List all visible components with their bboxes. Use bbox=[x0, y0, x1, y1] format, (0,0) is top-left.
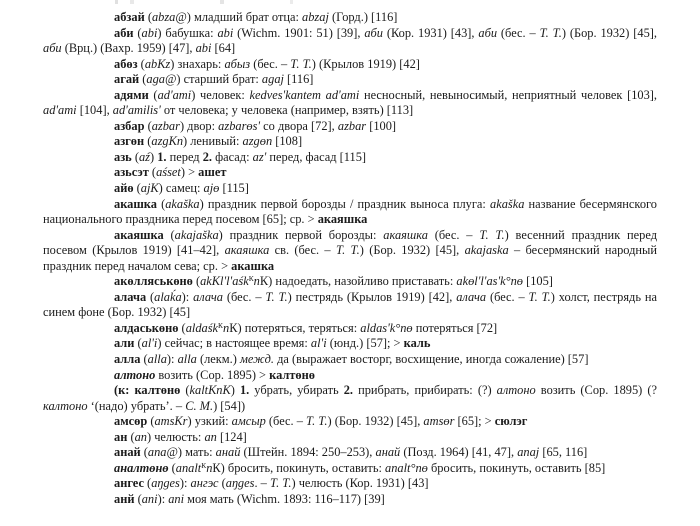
entry-text-run: ) челюсть (Кор. 1931) [43] bbox=[291, 476, 429, 491]
entry-text-run: [124] bbox=[216, 429, 247, 444]
entry-text-run: ) (Бор. 1932) [45], bbox=[561, 25, 658, 40]
entry-text-run: ): bbox=[181, 289, 194, 304]
entry-text-run: Т. Т. bbox=[269, 476, 292, 491]
entry-text-run: ) знахарь: bbox=[170, 56, 225, 71]
entry-text-run: abi bbox=[195, 41, 212, 56]
entry-text-run: ангэс bbox=[190, 476, 219, 491]
entry-text-run: ) челюсть: bbox=[146, 429, 205, 444]
entry-text-run: ) узкий: bbox=[187, 414, 232, 429]
entry-text-run: akaška bbox=[490, 196, 525, 211]
entry-text-run: azgКn bbox=[151, 134, 184, 149]
entry-text-run: абөз bbox=[114, 56, 138, 71]
entry-text-run: бросить, покинуть, оставить [85] bbox=[427, 460, 606, 475]
entry-text-run: ) bbox=[150, 149, 158, 164]
entry-text-run: ( bbox=[192, 274, 201, 289]
entry-text-run: 1. bbox=[157, 149, 167, 164]
entry-text-run: ( bbox=[144, 10, 152, 24]
entry-text-run: . – bbox=[254, 476, 270, 491]
entry-text-run: алла bbox=[114, 352, 141, 367]
entry-text-run: алача bbox=[193, 289, 223, 304]
entry-text-run: azbarөs' bbox=[218, 118, 261, 133]
entry-text-run: аби bbox=[43, 41, 62, 56]
entry-text-run: ) праздник первой борозды: bbox=[218, 227, 384, 242]
dictionary-entry bbox=[43, 492, 657, 508]
entry-text-run: айө bbox=[114, 181, 134, 196]
entry-text-run: алтоно bbox=[496, 383, 536, 398]
entry-text-run: перед, фасад [115] bbox=[266, 149, 367, 164]
entry-text-run: абзай bbox=[114, 10, 145, 24]
entry-text-run: alaḱa bbox=[154, 289, 182, 304]
entry-text-run: ) самец: bbox=[158, 181, 204, 196]
entry-text-run: со двора [72], bbox=[260, 118, 338, 133]
entry-text-run: abi bbox=[141, 25, 158, 40]
dictionary-entry bbox=[43, 10, 657, 26]
entry-text-run: n bbox=[253, 274, 260, 289]
entry-text-run: ( bbox=[133, 25, 142, 40]
entry-text-run: Т. Т. bbox=[290, 56, 312, 71]
entry-text-run: ( bbox=[137, 56, 145, 71]
entry-text-run: Т. Т. bbox=[539, 25, 562, 40]
entry-text-run: акашка bbox=[114, 196, 157, 211]
entry-text-run: ( bbox=[147, 414, 155, 429]
entry-text-run: ad'amilis' bbox=[112, 103, 161, 118]
dictionary-entry bbox=[43, 274, 657, 290]
entry-text-run: амсыр bbox=[231, 414, 266, 429]
entry-text-run: ad'ami bbox=[43, 103, 77, 118]
entry-text-run: [65, 116] bbox=[539, 445, 588, 460]
entry-text-run: прибрать, прибирать: (?) bbox=[353, 383, 497, 398]
entry-text-run: ( bbox=[178, 320, 186, 335]
entry-text-run: азьсэт bbox=[114, 165, 149, 180]
entry-text-run: al'i bbox=[141, 336, 158, 351]
entry-text-run: аби bbox=[364, 25, 383, 40]
entry-text-run: akajaška bbox=[174, 227, 219, 242]
entry-text-run: К) бросить, покинуть, оставить: bbox=[212, 460, 386, 475]
entry-text-run: акаяшка bbox=[383, 227, 428, 242]
entry-text-run: алача bbox=[114, 289, 147, 304]
entry-text-run: ( bbox=[133, 181, 141, 196]
entry-text-run: фасад: bbox=[212, 149, 253, 164]
entry-text-run: [105] bbox=[522, 274, 553, 289]
entry-text-run: от человека; у человека (например, взять) [113] bbox=[160, 103, 414, 118]
entry-text-run: ( bbox=[180, 383, 190, 398]
entry-text-run: возить (Сор. 1895) (? bbox=[535, 383, 657, 398]
dictionary-entry bbox=[43, 72, 657, 88]
entry-text-run: [104], bbox=[76, 103, 113, 118]
dictionary-entry bbox=[43, 26, 657, 57]
entry-text-run: abКz bbox=[144, 56, 171, 71]
entry-text-run: ajө bbox=[203, 181, 220, 196]
entry-text-run: агай bbox=[114, 72, 140, 87]
entry-text-run: alla bbox=[147, 352, 167, 367]
entry-text-run: ( bbox=[127, 429, 135, 444]
entry-text-run: akКl'l'aśk bbox=[200, 274, 249, 289]
dictionary-entry bbox=[43, 445, 657, 461]
entry-text-run: (бес. – bbox=[497, 25, 540, 40]
scan-edge-artifact bbox=[60, 0, 360, 4]
entry-text-run: анай bbox=[114, 445, 141, 460]
entry-text-run: 2. bbox=[343, 383, 354, 398]
entry-text-run: ) весенний праздник перед посевом (Крылов 1919) [41–42], bbox=[43, 227, 658, 258]
entry-text-run: ( bbox=[148, 165, 157, 180]
entry-text-run: ) младший брат отца: bbox=[186, 10, 303, 24]
entry-text-run: адями bbox=[114, 87, 149, 102]
entry-text-run: amsКr bbox=[154, 414, 188, 429]
entry-text-run: (юнд.) [57]; > bbox=[326, 336, 404, 351]
entry-text-run: ( bbox=[140, 352, 148, 367]
entry-text-run: n bbox=[223, 320, 230, 335]
dictionary-entry bbox=[43, 476, 657, 492]
entry-text-run: ) человек: bbox=[191, 87, 250, 102]
entry-text-run: ) сейчас; в настоящее время: bbox=[157, 336, 311, 351]
entry-text-run: ашет bbox=[198, 165, 227, 180]
entry-text-run: aldas'k°nө bbox=[360, 320, 413, 335]
entry-text-run: (бес. – bbox=[222, 289, 266, 304]
entry-text-run: [115] bbox=[219, 181, 249, 196]
entry-text-run: абыз bbox=[224, 56, 251, 71]
entry-text-run: акаяшка bbox=[114, 227, 164, 242]
entry-text-run: akajaska bbox=[464, 243, 509, 258]
entry-text-run: an bbox=[134, 429, 147, 444]
entry-text-run: амсөр bbox=[114, 414, 148, 429]
entry-text-run: перед bbox=[166, 149, 203, 164]
entry-text-run: Т. Т. bbox=[265, 289, 288, 304]
entry-text-run: ( bbox=[218, 476, 226, 491]
entry-text-run: ( bbox=[144, 118, 152, 133]
entry-text-run: моя мать (Wichm. 1893: 116–117) [39] bbox=[184, 491, 385, 506]
entry-text-run: ( bbox=[168, 460, 176, 475]
dictionary-entry bbox=[43, 368, 657, 384]
entry-text-run: Т. Т. bbox=[306, 414, 328, 429]
entry-text-run: ani bbox=[141, 491, 158, 506]
entry-text-run: ) праздник первой борозды / праздник выноса плуга: bbox=[199, 196, 490, 211]
entry-text-run: К bbox=[218, 320, 223, 330]
entry-text-run: azbar bbox=[337, 118, 367, 133]
entry-text-run: ) ленивый: bbox=[183, 134, 243, 149]
entry-text-run: К bbox=[201, 460, 207, 470]
entry-text-run: ) пестрядь (Крылов 1919) [42], bbox=[287, 289, 457, 304]
entry-text-run: ( bbox=[148, 87, 158, 102]
entry-text-run: анай bbox=[215, 445, 241, 460]
entry-text-run: ) холст, пестрядь на синем фоне (Бор. 1932) [45] bbox=[43, 289, 657, 320]
entry-text-run: С. М. bbox=[185, 398, 214, 413]
entry-text-run: analt bbox=[175, 460, 202, 475]
dictionary-entry bbox=[43, 181, 657, 197]
entry-text-run: ангес bbox=[114, 476, 144, 491]
entry-text-run: abi bbox=[217, 25, 234, 40]
entry-text-run: аналтөнө bbox=[114, 460, 169, 475]
dictionary-entry bbox=[43, 383, 657, 414]
entry-text-run: azbar bbox=[151, 118, 180, 133]
dictionary-entry bbox=[43, 321, 657, 337]
entry-text-run: ): bbox=[179, 476, 191, 491]
dictionary-entry bbox=[43, 336, 657, 352]
entry-text-run: (бес. – bbox=[427, 227, 480, 242]
entry-text-run: али bbox=[114, 336, 135, 351]
entry-text-run: ) двор: bbox=[179, 118, 219, 133]
entry-text-run: aga@ bbox=[146, 72, 177, 87]
entry-text-run: 1. bbox=[239, 383, 250, 398]
dictionary-entry bbox=[43, 197, 657, 228]
entry-text-run: ani bbox=[168, 491, 185, 506]
entry-text-run: ad'ami bbox=[157, 87, 192, 102]
entry-text-run: ) (Бор. 1932) [45], bbox=[327, 414, 424, 429]
entry-text-run: – бесермянский народный праздник перед началом сева; ср. > bbox=[43, 243, 657, 273]
entry-text-run: ): bbox=[166, 352, 178, 367]
entry-text-run: К bbox=[248, 274, 254, 284]
entry-text-run: да (выражает восторг, восхищение, иногда сожаление) [57] bbox=[273, 352, 589, 367]
entry-text-run: св. (бес. – bbox=[269, 243, 336, 258]
entry-text-run: Т. Т. bbox=[528, 289, 551, 304]
entry-text-run: азь bbox=[114, 149, 132, 164]
entry-text-run: (Wichm. 1901: 51) [39], bbox=[233, 25, 365, 40]
entry-text-run: азбар bbox=[114, 118, 145, 133]
entry-text-run: ( bbox=[144, 134, 152, 149]
entry-text-run: ( bbox=[146, 289, 155, 304]
entry-text-run: К) надоедать, назойливо приставать: bbox=[259, 274, 457, 289]
entry-text-run: (Штейн. 1894: 250–253), bbox=[240, 445, 376, 460]
entry-text-run: abza@ bbox=[151, 10, 187, 24]
entry-text-run: ): bbox=[157, 491, 169, 506]
entry-text-run: К) потеряться, теряться: bbox=[229, 320, 361, 335]
entry-text-run: az' bbox=[252, 149, 267, 164]
entry-text-run: (Кор. 1931) [43], bbox=[382, 25, 479, 40]
entry-text-run: ( bbox=[140, 445, 148, 460]
entry-text-run: название бесермянского национального праздника перед посевом [65]; ср. > bbox=[43, 196, 657, 227]
entry-text-run: потеряться [72] bbox=[412, 320, 498, 335]
entry-text-run: 2. bbox=[202, 149, 212, 164]
entry-text-run: (Горд.) [116] bbox=[328, 10, 398, 24]
entry-text-run: (Позд. 1964) [41, 47], bbox=[400, 445, 518, 460]
entry-text-run: analt°nө bbox=[385, 460, 428, 475]
entry-text-run: калтоно bbox=[43, 398, 88, 413]
entry-text-run: ‘(надо) убрать’. – bbox=[87, 398, 186, 413]
entry-text-run: akөl'l'as'k°nө bbox=[456, 274, 523, 289]
entry-text-run: ajК bbox=[140, 181, 159, 196]
entry-text-run: ) мать: bbox=[177, 445, 216, 460]
entry-text-run: (к: калтөнө bbox=[114, 383, 181, 398]
dictionary-entry bbox=[43, 352, 657, 368]
entry-text-run: [64] bbox=[211, 41, 236, 56]
dictionary-entry bbox=[43, 57, 657, 73]
dictionary-entry bbox=[43, 150, 657, 166]
dictionary-entry bbox=[43, 430, 657, 446]
entry-text-run: ana@ bbox=[147, 445, 178, 460]
entry-text-run: (бес. – bbox=[486, 289, 529, 304]
entry-text-run: ( bbox=[156, 196, 166, 211]
entry-text-run: abzaj bbox=[302, 10, 329, 24]
entry-text-run: сюлэг bbox=[494, 414, 528, 429]
entry-text-run: (Врц.) (Вахр. 1959) [47], bbox=[61, 41, 196, 56]
entry-text-run: [116] bbox=[283, 72, 314, 87]
entry-text-run: акашка bbox=[231, 258, 275, 273]
entry-text-run: ( bbox=[131, 149, 139, 164]
entry-text-run: ( bbox=[143, 476, 152, 491]
entry-text-run: анай bbox=[375, 445, 401, 460]
dictionary-entry bbox=[43, 228, 657, 275]
dictionary-entry bbox=[43, 134, 657, 150]
entry-text-run: убрать, убирать bbox=[249, 383, 344, 398]
entry-text-run: межд. bbox=[239, 352, 274, 367]
dictionary-entry bbox=[43, 165, 657, 181]
entry-text-run: алтоно bbox=[114, 367, 156, 382]
dictionary-entry bbox=[43, 461, 657, 477]
entry-text-run: калтөнө bbox=[269, 367, 315, 382]
entry-text-run: несносный, невыносимый, неприятный человек [103], bbox=[359, 87, 658, 102]
entry-text-run: каль bbox=[403, 336, 431, 351]
entry-text-run: amsөr bbox=[423, 414, 455, 429]
entry-text-run: ) (Крылов 1919) [42] bbox=[311, 56, 420, 71]
entry-text-run: ) бабушка: bbox=[157, 25, 218, 40]
entry-text-run: [100] bbox=[366, 118, 397, 133]
entry-text-run: ( bbox=[163, 227, 175, 242]
dictionary-entry bbox=[43, 88, 657, 119]
entry-text-run: алача bbox=[456, 289, 487, 304]
entry-text-run: agaj bbox=[261, 72, 284, 87]
entry-text-run: ан bbox=[114, 429, 128, 444]
entry-text-run: akaška bbox=[165, 196, 200, 211]
entry-text-run: ) [54]) bbox=[213, 398, 246, 413]
entry-text-run: (бес. – bbox=[250, 56, 291, 71]
entry-text-run: aŋges bbox=[225, 476, 255, 491]
entry-text-run: aź bbox=[138, 149, 150, 164]
entry-text-run: ) > bbox=[180, 165, 199, 180]
dictionary-entry bbox=[43, 119, 657, 135]
entry-text-run: Т. Т. bbox=[479, 227, 505, 242]
entry-text-run: азгөн bbox=[114, 134, 145, 149]
entry-text-run: аби bbox=[478, 25, 498, 40]
dictionary-entry bbox=[43, 414, 657, 430]
entry-text-run: kaltКnК bbox=[189, 383, 231, 398]
entry-text-run: акаяшка bbox=[224, 243, 270, 258]
entry-text-run: n bbox=[206, 460, 213, 475]
entry-text-run: ( bbox=[139, 72, 147, 87]
entry-text-run: анй bbox=[114, 491, 135, 506]
entry-text-run: ) (Бор. 1932) [45], bbox=[359, 243, 465, 258]
entry-text-run: алдаськөнө bbox=[114, 320, 179, 335]
entry-text-run: ( bbox=[134, 491, 142, 506]
entry-text-run: (лекм.) bbox=[196, 352, 240, 367]
entry-text-run: (бес. – bbox=[265, 414, 306, 429]
entry-text-run: ) старший брат: bbox=[176, 72, 262, 87]
entry-text-run: aŋges bbox=[151, 476, 180, 491]
entry-text-run: аби bbox=[114, 25, 134, 40]
entry-text-run: kedves'kantem ad'ami bbox=[249, 87, 360, 102]
entry-text-run: azgөn bbox=[242, 134, 273, 149]
dictionary-entry bbox=[43, 290, 657, 321]
entry-text-run: al'i bbox=[310, 336, 327, 351]
entry-text-run: anaj bbox=[517, 445, 540, 460]
entry-text-run: возить (Сор. 1895) > bbox=[155, 367, 270, 382]
entry-text-run: ( bbox=[134, 336, 142, 351]
entry-text-run: акөлляськөнө bbox=[114, 274, 193, 289]
entry-text-run: [65]; > bbox=[454, 414, 495, 429]
entry-text-run: ) bbox=[230, 383, 240, 398]
entry-text-run: alla bbox=[177, 352, 197, 367]
entry-text-run: aśset bbox=[156, 165, 181, 180]
entry-text-run: an bbox=[204, 429, 217, 444]
entry-text-run: aldaśk bbox=[185, 320, 219, 335]
entry-text-run: Т. Т. bbox=[335, 243, 360, 258]
dictionary-text-block bbox=[43, 10, 657, 508]
entry-text-run: акаяшка bbox=[317, 212, 368, 227]
entry-text-run: [108] bbox=[272, 134, 303, 149]
